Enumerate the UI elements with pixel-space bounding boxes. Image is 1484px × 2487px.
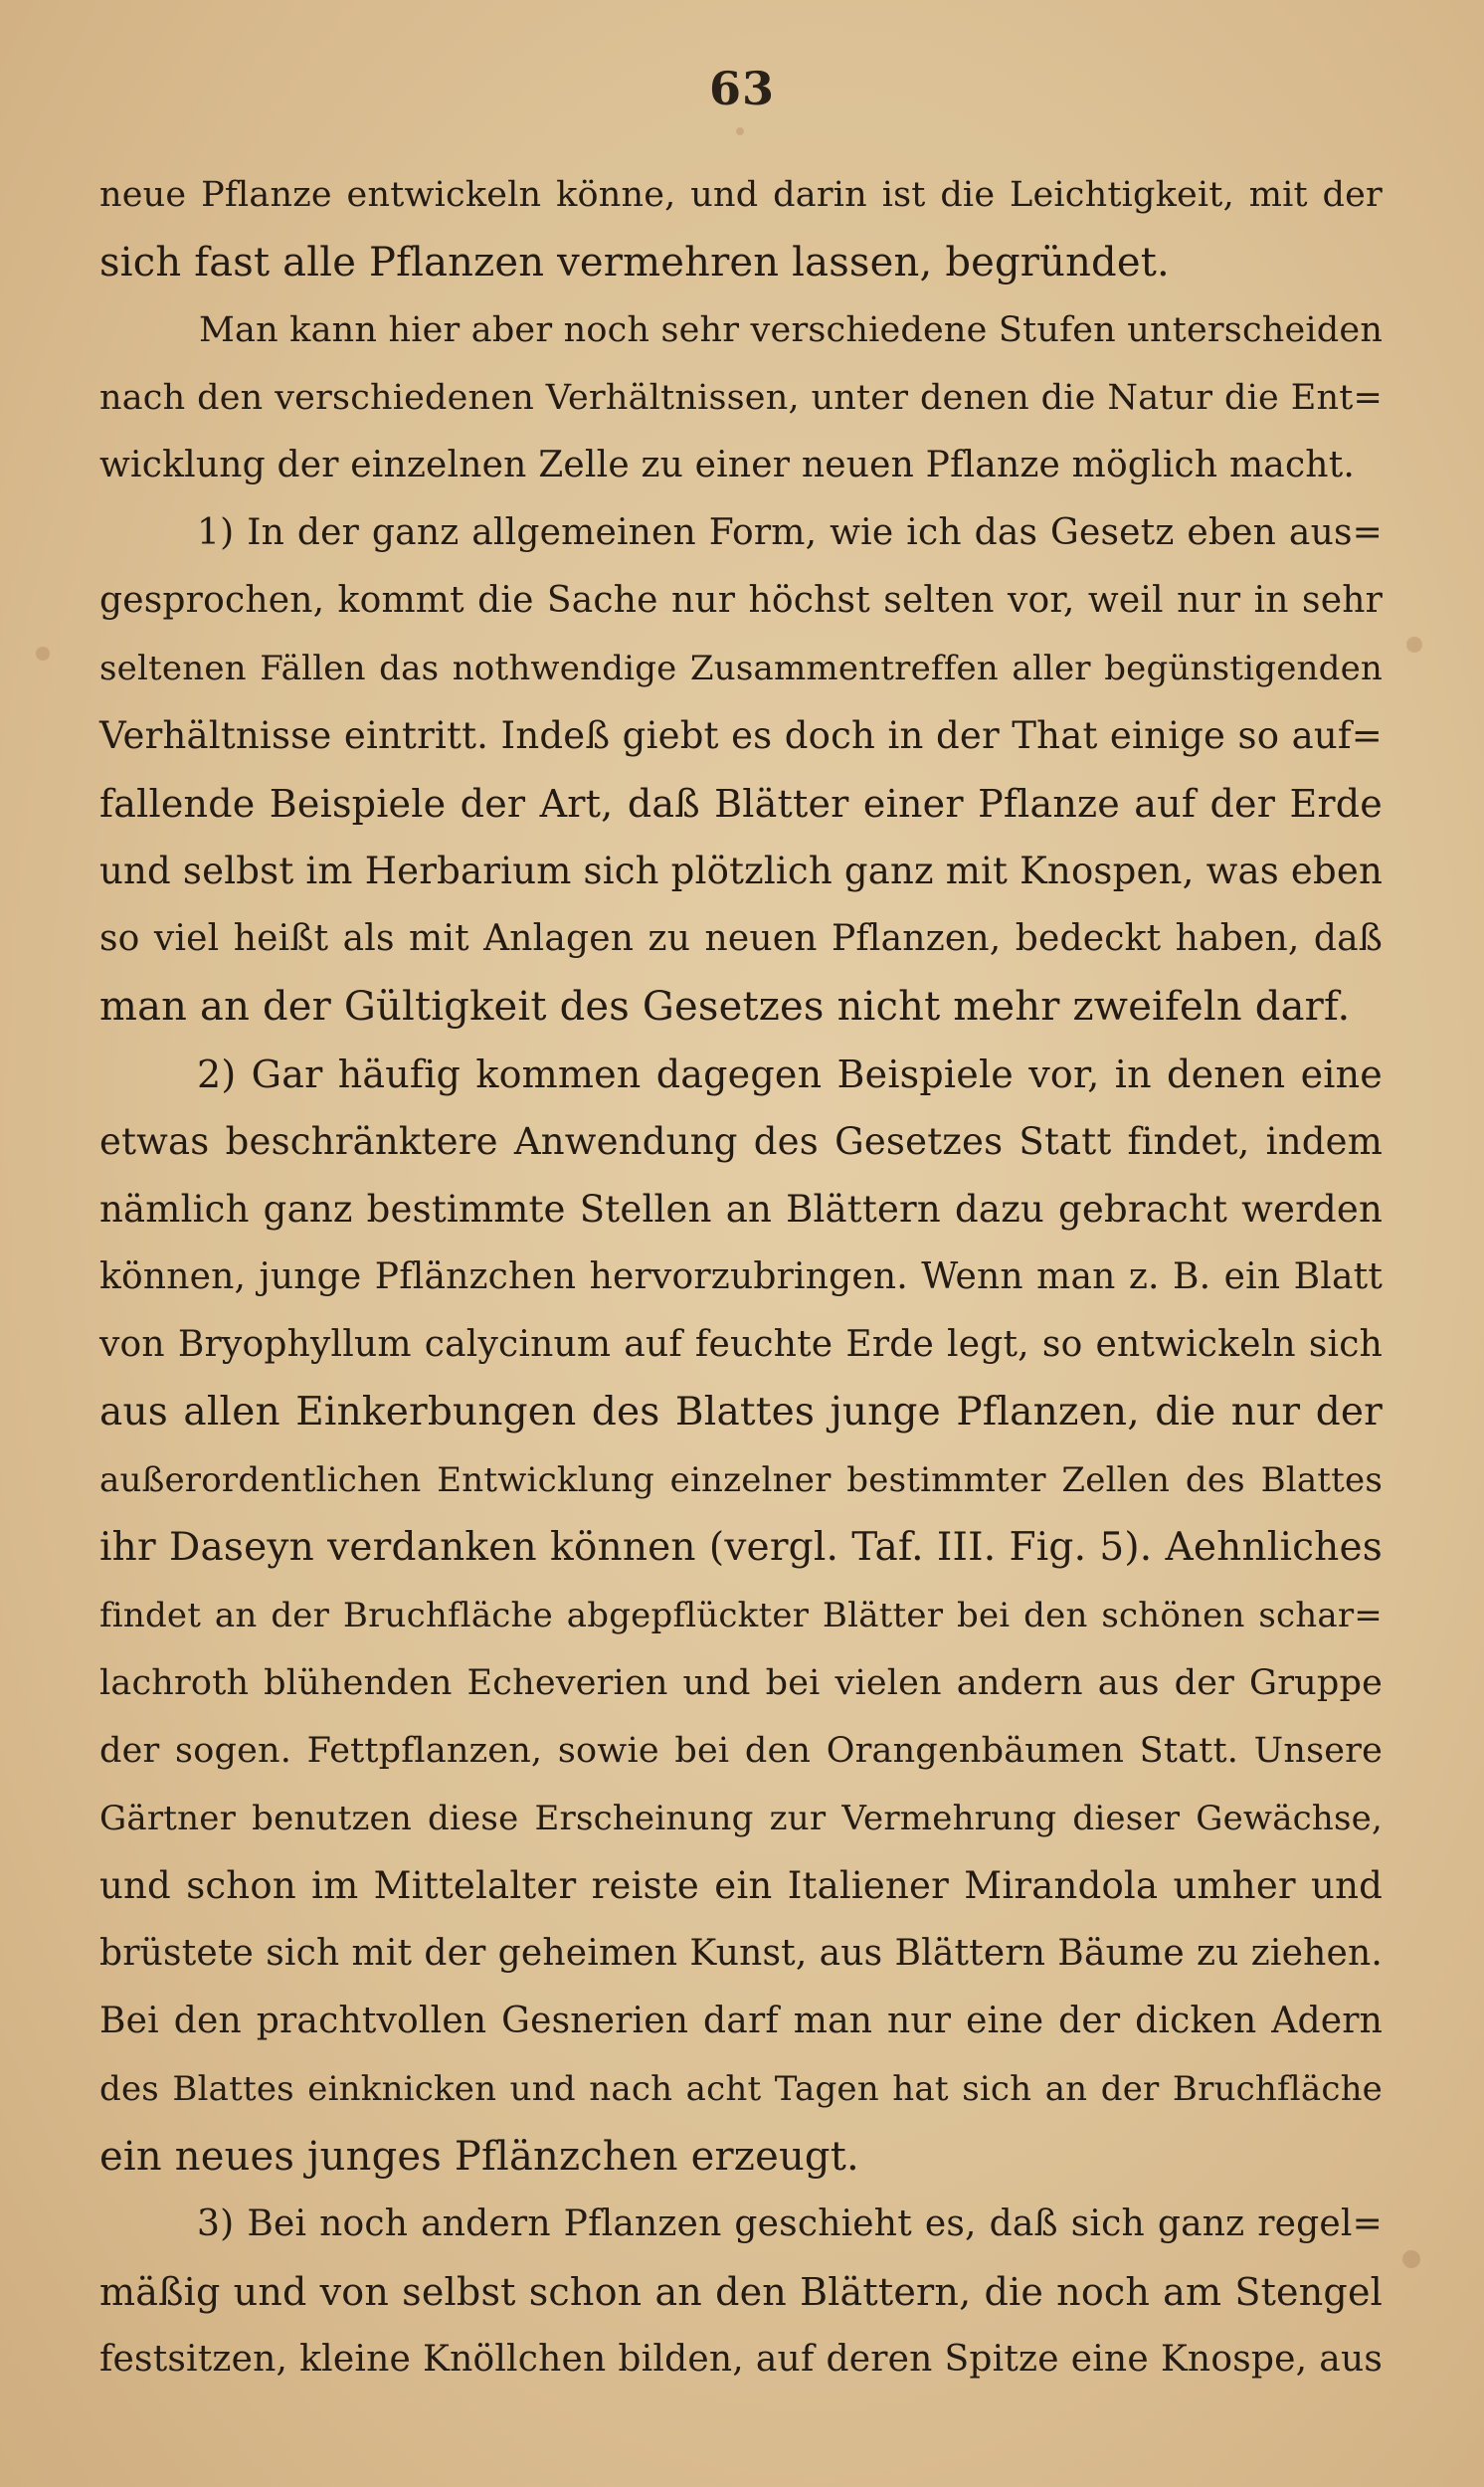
paper-stain	[736, 127, 744, 135]
text-line: 1) In der ganz allgemeinen Form, wie ich das Gesetz eben aus=	[197, 512, 1383, 553]
text-line: außerordentlichen Entwicklung einzelner bestimmter Zellen des Blattes	[99, 1460, 1383, 1500]
text-line: fallende Beispiele der Art, daß Blätter einer Pflanze auf der Erde	[99, 782, 1383, 826]
text-line: 2) Gar häufig kommen dagegen Beispiele vor, in denen eine	[197, 1052, 1383, 1096]
text-line: des Blattes einknicken und nach acht Tagen hat sich an der Bruchfläche	[99, 2069, 1383, 2109]
text-line: Verhältnisse eintritt. Indeß giebt es doch in der That einige so auf=	[99, 714, 1383, 757]
text-line: nämlich ganz bestimmte Stellen an Blättern dazu gebracht werden	[99, 1188, 1383, 1231]
text-line: lachroth blühenden Echeverien und bei vielen andern aus der Gruppe	[99, 1663, 1383, 1703]
text-line: nach den verschiedenen Verhältnissen, unter denen die Natur die Ent=	[99, 378, 1383, 418]
text-line: findet an der Bruchfläche abgepflückter Blätter bei den schönen schar=	[99, 1596, 1383, 1635]
text-line: der sogen. Fettpflanzen, sowie bei den Orangenbäumen Statt. Unsere	[99, 1731, 1383, 1771]
text-line: ein neues junges Pflänzchen erzeugt.	[99, 2134, 859, 2180]
paper-stain	[1402, 2250, 1420, 2268]
text-line: seltenen Fällen das nothwendige Zusammentreffen aller begünstigenden	[99, 649, 1383, 688]
paper-stain	[36, 647, 50, 661]
text-line: 3) Bei noch andern Pflanzen geschieht es, daß sich ganz regel=	[197, 2203, 1383, 2244]
text-line: etwas beschränktere Anwendung des Gesetzes Statt findet, indem	[99, 1120, 1383, 1163]
text-line: und schon im Mittelalter reiste ein Italiener Mirandola umher und	[99, 1864, 1383, 1907]
text-line: Man kann hier aber noch sehr verschiedene Stufen unterscheiden	[199, 310, 1384, 350]
body-text	[99, 161, 1383, 2393]
text-line: brüstete sich mit der geheimen Kunst, aus Blättern Bäume zu ziehen.	[99, 1933, 1383, 1974]
text-line: aus allen Einkerbungen des Blattes junge Pflanzen, die nur der	[99, 1390, 1383, 1435]
text-line: Gärtner benutzen diese Erscheinung zur Vermehrung dieser Gewächse,	[99, 1799, 1383, 1838]
text-line: mäßig und von selbst schon an den Blättern, die noch am Stengel	[99, 2270, 1383, 2314]
text-line: neue Pflanze entwickeln könne, und darin ist die Leichtigkeit, mit der	[99, 175, 1383, 215]
text-line: man an der Gültigkeit des Gesetzes nicht mehr zweifeln darf.	[99, 984, 1351, 1030]
text-line: festsitzen, kleine Knöllchen bilden, auf deren Spitze eine Knospe, aus	[99, 2339, 1383, 2380]
text-line: gesprochen, kommt die Sache nur höchst selten vor, weil nur in sehr	[99, 580, 1383, 621]
text-line: so viel heißt als mit Anlagen zu neuen Pflanzen, bedeckt haben, daß	[99, 918, 1383, 959]
text-line: ihr Daseyn verdanken können (vergl. Taf. III. Fig. 5). Aehnliches	[99, 1525, 1383, 1570]
text-line: sich fast alle Pflanzen vermehren lassen, begründet.	[99, 240, 1170, 286]
text-line: wicklung der einzelnen Zelle zu einer neuen Pflanze möglich macht.	[99, 445, 1356, 485]
text-line: Bei den prachtvollen Gesnerien darf man nur eine der dicken Adern	[99, 2001, 1383, 2041]
text-line: und selbst im Herbarium sich plötzlich ganz mit Knospen, was eben	[99, 850, 1383, 892]
text-line: von Bryophyllum calycinum auf feuchte Erde legt, so entwickeln sich	[99, 1324, 1383, 1365]
text-line: können, junge Pflänzchen hervorzubringen. Wenn man z. B. ein Blatt	[99, 1256, 1383, 1297]
page-number: 63	[708, 62, 775, 115]
paper-stain	[1406, 637, 1422, 653]
